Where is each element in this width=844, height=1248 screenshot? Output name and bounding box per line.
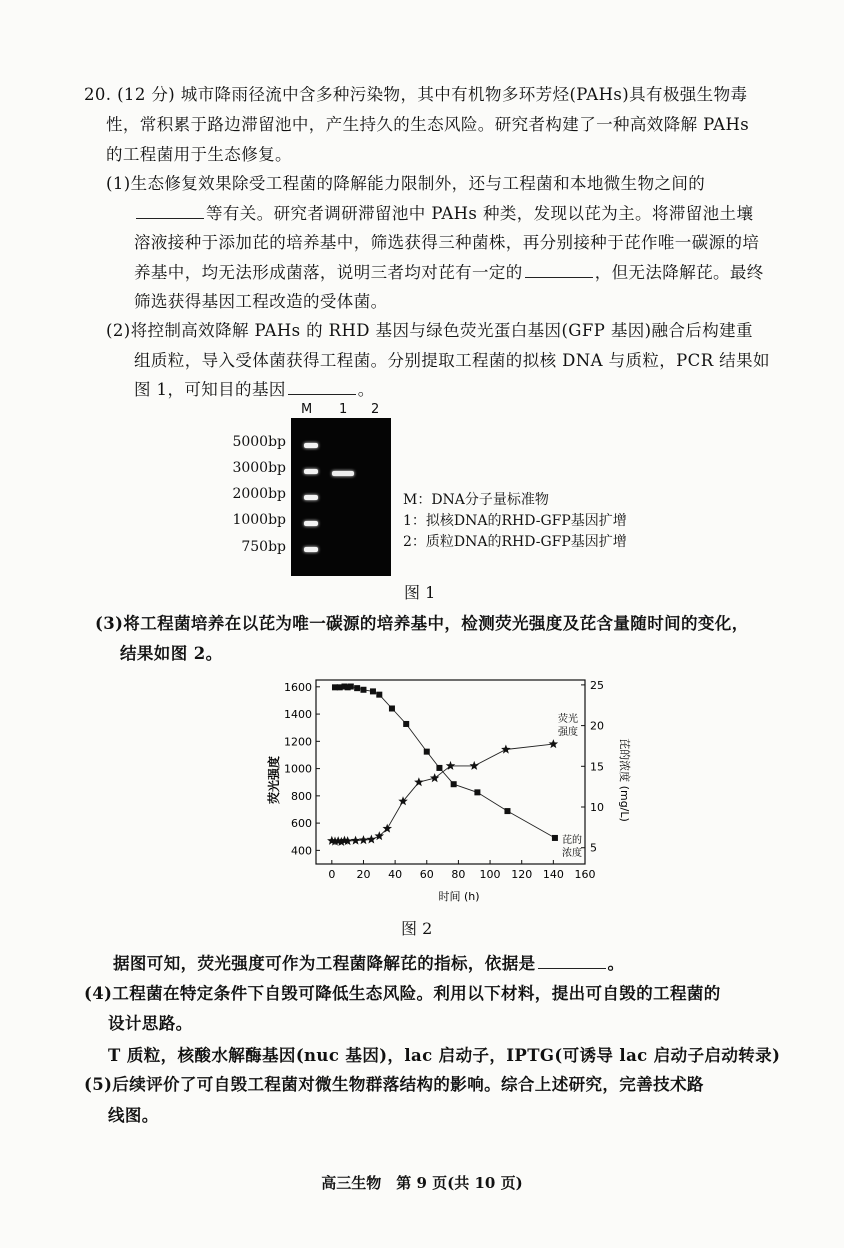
y-tick-label: 1000 xyxy=(284,762,312,776)
p4-line2: 设计思路。 xyxy=(108,1014,193,1033)
pyrene-point xyxy=(504,808,510,814)
legend-1: 1：拟核DNA的RHD-GFP基因扩增 xyxy=(403,513,627,529)
p2-line1: (2)将控制高效降解 PAHs 的 RHD 基因与绿色荧光蛋白基因(GFP 基因)融合后构建重 xyxy=(106,321,753,340)
fluorescence-point xyxy=(351,836,361,845)
pyrene-point xyxy=(348,684,354,690)
pyrene-point xyxy=(389,705,395,711)
y2-tick-label: 15 xyxy=(590,760,604,774)
p4-line3: T 质粒，核酸水解酶基因(nuc 基因)，lac 启动子，IPTG(可诱导 lac 启动子启动转录) xyxy=(108,1046,781,1065)
lane-label-m: M xyxy=(301,402,313,417)
ladder-band-3000 xyxy=(304,469,318,474)
p2-line2: 组质粒，导入受体菌获得工程菌。分别提取工程菌的拟核 DNA 与质粒，PCR 结果如 xyxy=(134,351,770,370)
pyrene-label-1: 芘的 xyxy=(562,835,582,846)
gel-image xyxy=(291,418,391,576)
x-tick-label: 120 xyxy=(511,868,533,881)
p3-line1: (3)将工程菌培养在以芘为唯一碳源的培养基中，检测荧光强度及芘含量随时间的变化， xyxy=(95,614,749,633)
y-axis-label: 荧光强度 xyxy=(267,755,281,805)
x-tick-label: 40 xyxy=(388,868,403,881)
ladder-band-5000 xyxy=(304,443,318,448)
lane-label-2: 2 xyxy=(371,402,380,417)
lane-label-1: 1 xyxy=(339,402,348,417)
plot-frame xyxy=(316,680,585,864)
pyrene-point xyxy=(424,749,430,755)
series-line-pyrene xyxy=(335,687,555,838)
y2-tick-label: 10 xyxy=(590,801,604,815)
fluorescence-point xyxy=(430,773,440,782)
lane1-band xyxy=(332,471,354,476)
ladder-label-1000: 1000bp xyxy=(232,512,286,528)
ladder-label-5000: 5000bp xyxy=(232,434,286,450)
ladder-band-750 xyxy=(304,547,318,552)
p5-line1: (5)后续评价了可自毁工程菌对微生物群落结构的影响。综合上述研究，完善技术路 xyxy=(84,1075,704,1094)
fluorescence-point xyxy=(501,745,511,754)
pyrene-point xyxy=(474,789,480,795)
ladder-label-2000: 2000bp xyxy=(232,486,286,502)
fluorescence-point xyxy=(414,777,424,786)
pyrene-point xyxy=(436,765,442,771)
pyrene-point xyxy=(451,781,457,787)
series-line-fluorescence xyxy=(332,744,554,842)
fluor-label-1: 荧光 xyxy=(558,714,578,725)
answer-blank-2[interactable] xyxy=(525,263,593,278)
answer-blank-3[interactable] xyxy=(288,380,356,395)
y-tick-label: 1200 xyxy=(284,735,312,749)
ladder-band-2000 xyxy=(304,495,318,500)
fluorescence-point xyxy=(549,739,559,748)
pyrene-point xyxy=(376,692,382,698)
p4-line1: (4)工程菌在特定条件下自毁可降低生态风险。利用以下材料，提出可自毁的工程菌的 xyxy=(84,984,721,1003)
x-tick-label: 160 xyxy=(574,868,596,881)
y-tick-label: 600 xyxy=(291,817,312,831)
legend-2: 2：质粒DNA的RHD-GFP基因扩增 xyxy=(403,534,627,550)
p1-line3: 溶液接种于添加芘的培养基中，筛选获得三种菌株，再分别接种于芘作唯一碳源的培 xyxy=(134,233,760,252)
pyrene-point xyxy=(370,688,376,694)
pyrene-point xyxy=(403,721,409,727)
y-tick-label: 1600 xyxy=(284,680,312,694)
fluorescence-point xyxy=(359,835,369,844)
ladder-label-3000: 3000bp xyxy=(232,460,286,476)
q20-line2: 性，常积累于路边滞留池中，产生持久的生态风险。研究者构建了一种高效降解 PAHs xyxy=(106,115,750,134)
pyrene-point xyxy=(360,687,366,693)
p1-line4: 养基中，均无法形成菌落，说明三者均对芘有一定的 ，但无法降解芘。最终 xyxy=(134,263,764,282)
p3b-line1: 据图可知，荧光强度可作为工程菌降解芘的指标，依据是 。 xyxy=(113,954,625,973)
answer-blank-1[interactable] xyxy=(136,204,204,219)
p5-line2: 线图。 xyxy=(108,1106,159,1125)
page-footer: 高三生物 第 9 页(共 10 页) xyxy=(321,1174,523,1192)
p3-line2: 结果如图 2。 xyxy=(120,644,223,663)
y2-tick-label: 25 xyxy=(590,678,604,692)
figure2-chart xyxy=(0,672,844,912)
q20-line3: 的工程菌用于生态修复。 xyxy=(106,145,292,164)
x-tick-label: 80 xyxy=(451,868,466,881)
y2-tick-label: 5 xyxy=(590,841,597,855)
figure2-caption: 图 2 xyxy=(401,919,433,938)
y-tick-label: 800 xyxy=(291,789,312,803)
x-tick-label: 20 xyxy=(356,868,371,881)
x-axis-label: 时间 (h) xyxy=(438,890,480,903)
pyrene-point xyxy=(354,685,360,691)
legend-m: M：DNA分子量标准物 xyxy=(403,492,549,508)
y2-axis-label: 芘的浓度 (mg/L) xyxy=(618,738,631,822)
fluorescence-point xyxy=(470,761,480,770)
y-tick-label: 1400 xyxy=(284,708,312,722)
p1-line5: 筛选获得基因工程改造的受体菌。 xyxy=(134,292,388,311)
ladder-label-750: 750bp xyxy=(241,539,286,555)
p1-line2: 等有关。研究者调研滞留池中 PAHs 种类，发现以芘为主。将滞留池土壤 xyxy=(134,203,753,225)
x-tick-label: 140 xyxy=(542,868,564,881)
y2-tick-label: 20 xyxy=(590,719,604,733)
p2-line3: 图 1，可知目的基因 。 xyxy=(134,380,375,399)
ladder-band-1000 xyxy=(304,521,318,526)
figure1-caption: 图 1 xyxy=(404,583,436,602)
fluor-label-2: 强度 xyxy=(558,727,578,738)
y-tick-label: 400 xyxy=(291,844,312,858)
p1-line1: (1)生态修复效果除受工程菌的降解能力限制外，还与工程菌和本地微生物之间的 xyxy=(106,174,706,193)
pyrene-label-2: 浓度 xyxy=(562,848,582,859)
x-tick-label: 60 xyxy=(419,868,434,881)
x-tick-label: 0 xyxy=(328,868,336,881)
q20-line1: 20. (12 分) 城市降雨径流中含多种污染物，其中有机物多环芳烃(PAHs)具有极强生物毒 xyxy=(84,85,748,104)
fluorescence-point xyxy=(367,835,377,844)
pyrene-point xyxy=(552,835,558,841)
answer-blank-4[interactable] xyxy=(538,954,606,969)
x-tick-label: 100 xyxy=(479,868,501,881)
